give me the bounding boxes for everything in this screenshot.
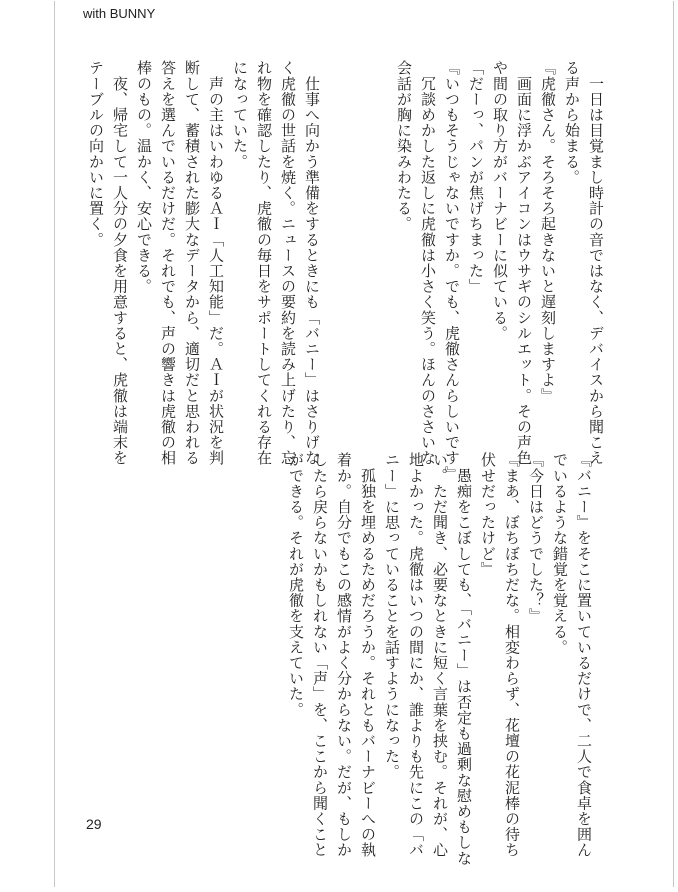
text-line: 一日は目覚まし時計の音ではなく、デバイスから聞こえ	[587, 60, 605, 466]
text-line: 会話が胸に染みわたる。	[395, 60, 413, 232]
text-line: したら戻らないかもしれない「声」を、ここから聞くこと	[311, 452, 329, 858]
text-block-bottom	[284, 452, 596, 866]
text-line: く虎徹の世話を焼く。ニュースの要約を読み上げたり、忘	[279, 60, 297, 466]
text-line: る声から始まる。	[563, 60, 581, 185]
text-line: 声の主はいわゆるＡＩ「人工知能」だ。ＡＩが状況を判	[207, 60, 225, 466]
text-line: 『まあ、ぼちぼちだな。相変わらず、花壇の花泥棒の待ち	[503, 452, 521, 858]
text-line: 棒のもの。温かく、安心できる。	[135, 60, 153, 294]
text-line: 孤独を埋めるためだろうか。それともバーナビーへの執	[359, 452, 377, 858]
text-block-top-right	[392, 60, 608, 482]
text-block-top-left	[84, 60, 324, 466]
text-line: 『虎徹さん。そろそろ起きないと遅刻しますよ』	[539, 60, 557, 404]
text-line: や間の取り方がバーナビーに似ている。	[491, 60, 509, 341]
text-line: テーブルの向かいに置く。	[87, 60, 105, 248]
text-line: 着か。自分でもこの感情がよく分からない。だが、もしか	[335, 452, 353, 858]
text-line: 仕事へ向かう準備をするときにも「バニー」はさりげな	[303, 60, 321, 466]
text-line: ニー」に思っていることを話すようになった。	[383, 452, 401, 780]
text-line: 『いつもそうじゃないですか。でも、虎徹さんらしいです』	[443, 60, 461, 482]
text-line: れ物を確認したり、虎徹の毎日をサポートしてくれる存在	[255, 60, 273, 466]
text-line: 冗談めかした返しに虎徹は小さく笑う。ほんのささいな	[419, 60, 437, 466]
text-line: い。ただ聞き、必要なときに短く言葉を挟む。それが、心	[431, 452, 449, 858]
text-line: 『今日はどうでした？』	[527, 452, 545, 624]
text-line: 「だーっ、パンが焦げちまった」	[467, 60, 485, 294]
text-line: ができる。それが虎徹を支えていた。	[287, 452, 305, 718]
page-number: 29	[86, 816, 102, 832]
text-line: 伏せだったけど』	[479, 452, 497, 577]
text-line: になっていた。	[231, 60, 249, 170]
text-line: 『バニー』をそこに置いているだけで、二人で食卓を囲ん	[575, 452, 593, 858]
text-line: でいるような錯覚を覚える。	[551, 452, 569, 655]
text-line: 断して、蓄積された膨大なデータから、適切だと思われる	[183, 60, 201, 466]
text-line: 愚痴をこぼしても、「バニー」は否定も過剰な慰めもしな	[455, 452, 473, 866]
text-line: 夜、帰宅して一人分の夕食を用意すると、虎徹は端末を	[111, 60, 129, 466]
running-header: with BUNNY	[83, 6, 156, 21]
text-line: 地よかった。虎徹はいつの間にか、誰よりも先にこの「バ	[407, 452, 425, 858]
text-line: 答えを選んでいるだけだ。それでも、声の響きは虎徹の相	[159, 60, 177, 466]
text-line: 画面に浮かぶアイコンはウサギのシルエット。その声色	[515, 60, 533, 466]
